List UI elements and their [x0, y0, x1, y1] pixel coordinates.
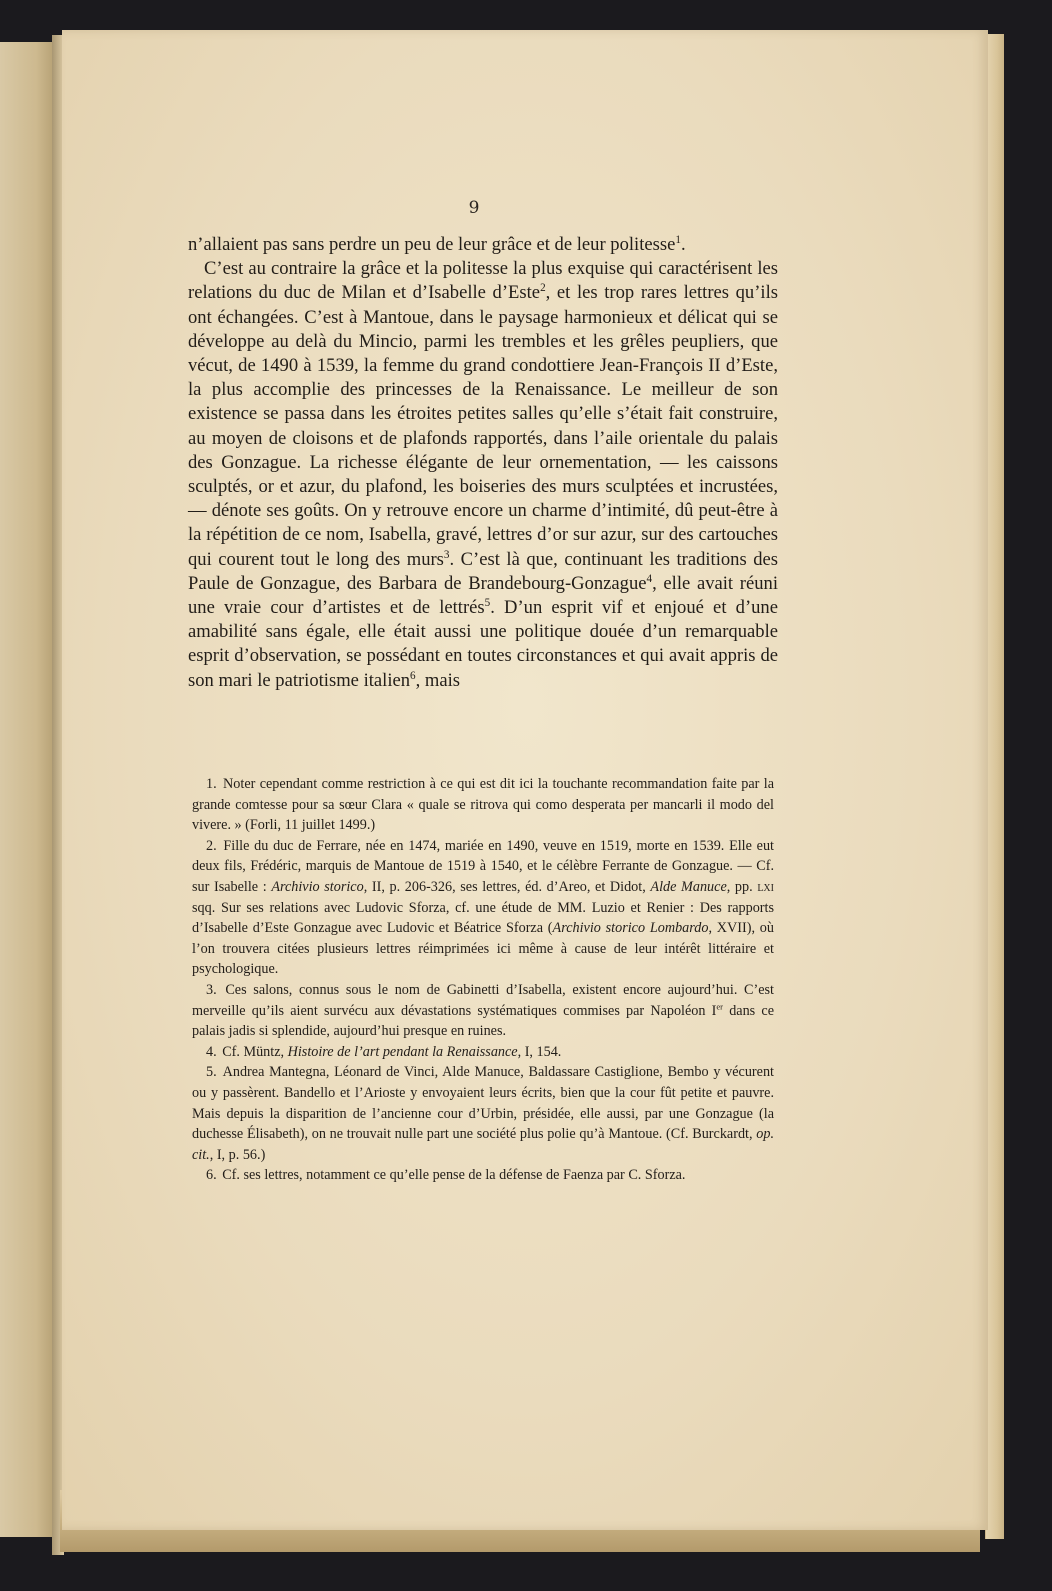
footnote-6: 6. Cf. ses lettres, notamment ce qu’elle pense de la défense de Faenza par C. Sforza. — [206, 1167, 686, 1184]
footnote-ref: 5 — [484, 596, 491, 609]
footnote-ref: 3 — [443, 548, 450, 561]
footnote-ref: 2 — [540, 282, 546, 295]
footnote-1: 1. Noter cependant comme restriction à ce qui est dit ici la touchante recommandation faite par la grande comtesse pour sa sœur Clara « quale se ritrova qui como desperata per mancarli il modo del vivere. » (Forli, 11 juillet 1499.) — [192, 776, 775, 834]
previous-page-edge — [0, 42, 53, 1537]
footnote-ref: 6 — [410, 669, 416, 682]
page-number: 9 — [468, 198, 480, 218]
paragraph-1: n’allaient pas sans perdre un peu de leur grâce et de leur politesse$^1$. — [188, 233, 686, 255]
footnote-ref: 4 — [646, 572, 653, 585]
footnote-4: 4. Cf. Müntz, Histoire de l’art pendant la Renaissance, I, 154. — [206, 1043, 562, 1060]
footnote-2: 2. Fille du duc de Ferrare, née en 1474, mariée en 1490, veuve en 1519, morte en 1539. Elle eut deux fils, Frédéric, marquis de Mantoue de 1519 à 1540, et le célèbre Ferrante de Gonzague. — Cf. sur Isabelle : Archivio storico, II, p. 206-326, ses lettres, éd. d’Areo, et Didot, Alde Manuce, pp. lxi sqq. Sur ses relations avec Ludovic Sforza, cf. une étude de MM. Luzio et Renier : Des rapports d’Isabelle d’Este Gonzague avec Ludovic et Béatrice Sforza (Archivio storico Lombardo, XVII), où l’on trouvera citées plusieurs lettres réimprimées ici même à cause de leur intérêt littéraire et psychologique. — [192, 837, 774, 978]
footnotes — [192, 774, 774, 1186]
footnote-ref: 1 — [675, 233, 681, 246]
paragraph-2: C’est au contraire la grâce et la politesse la plus exquise qui caractérisent les relations du duc de Milan et d’Isabelle d’Este$^2$, et les trop rares lettres qu’ils ont échangées. C’est à Mantoue, dans le paysage harmonieux et délicat qui se développe au delà du Mincio, parmi les trembles et les grêles peupliers, que vécut, de 1490 à 1539, la femme du grand condottiere Jean-François II d’Este, la plus accomplie des princesses de la Renaissance. Le meilleur de son existence se passa dans les étroites petites salles qu’elle s’était fait construire, au moyen de cloisons et de plafonds rapportés, dans l’aile orientale du palais des Gonzague. La richesse élégante de leur ornementation, — les caissons sculptés, or et azur, du plafond, les boiseries des murs sculptées et incrustées, — dénote ses goûts. On y retrouve encore un charme d’intimité, dû peut-être à la répétition de ce nom, Isabella, gravé, lettres d’or sur azur, sur des cartouches qui courent tout le long des murs$^3$. C’est là que, continuant les traditions des Paule de Gonzague, des Barbara de Brandebourg-Gonzague$^4$, elle avait réuni une vraie cour d’artistes et de lettrés$^5$. D’un esprit vif et enjoué et d’une amabilité sans égale, elle était aussi une politique douée d’un remarquable esprit d’observation, se possédant en toutes circonstances et qui avait appris de son mari le patriotisme italien$^6$, mais — [188, 258, 779, 691]
footnote-3: 3. Ces salons, connus sous le nom de Gabinetti d’Isabella, existent encore aujourd’hui. C’est merveille qu’ils aient survécu aux dévastations systématiques commises par Napoléon Ier dans ce palais jadis si splendide, aujourd’hui presque en ruines. — [192, 981, 774, 1040]
main-text — [188, 233, 778, 693]
footnote-5: 5. Andrea Mantegna, Léonard de Vinci, Alde Manuce, Baldassare Castiglione, Bembo y vécurent ou y passèrent. Bandello et l’Arioste y envoyaient leurs écrits, bien que la cour fût petite et pauvre. Mais depuis la disparition de l’ancienne cour d’Urbin, présidée, elle aussi, par une Gonzague (la duchesse Élisabeth), on ne trouvait nulle part une société plus polie qu’à Mantoue. (Cf. Burckardt, op. cit., I, p. 56.) — [192, 1064, 774, 1163]
